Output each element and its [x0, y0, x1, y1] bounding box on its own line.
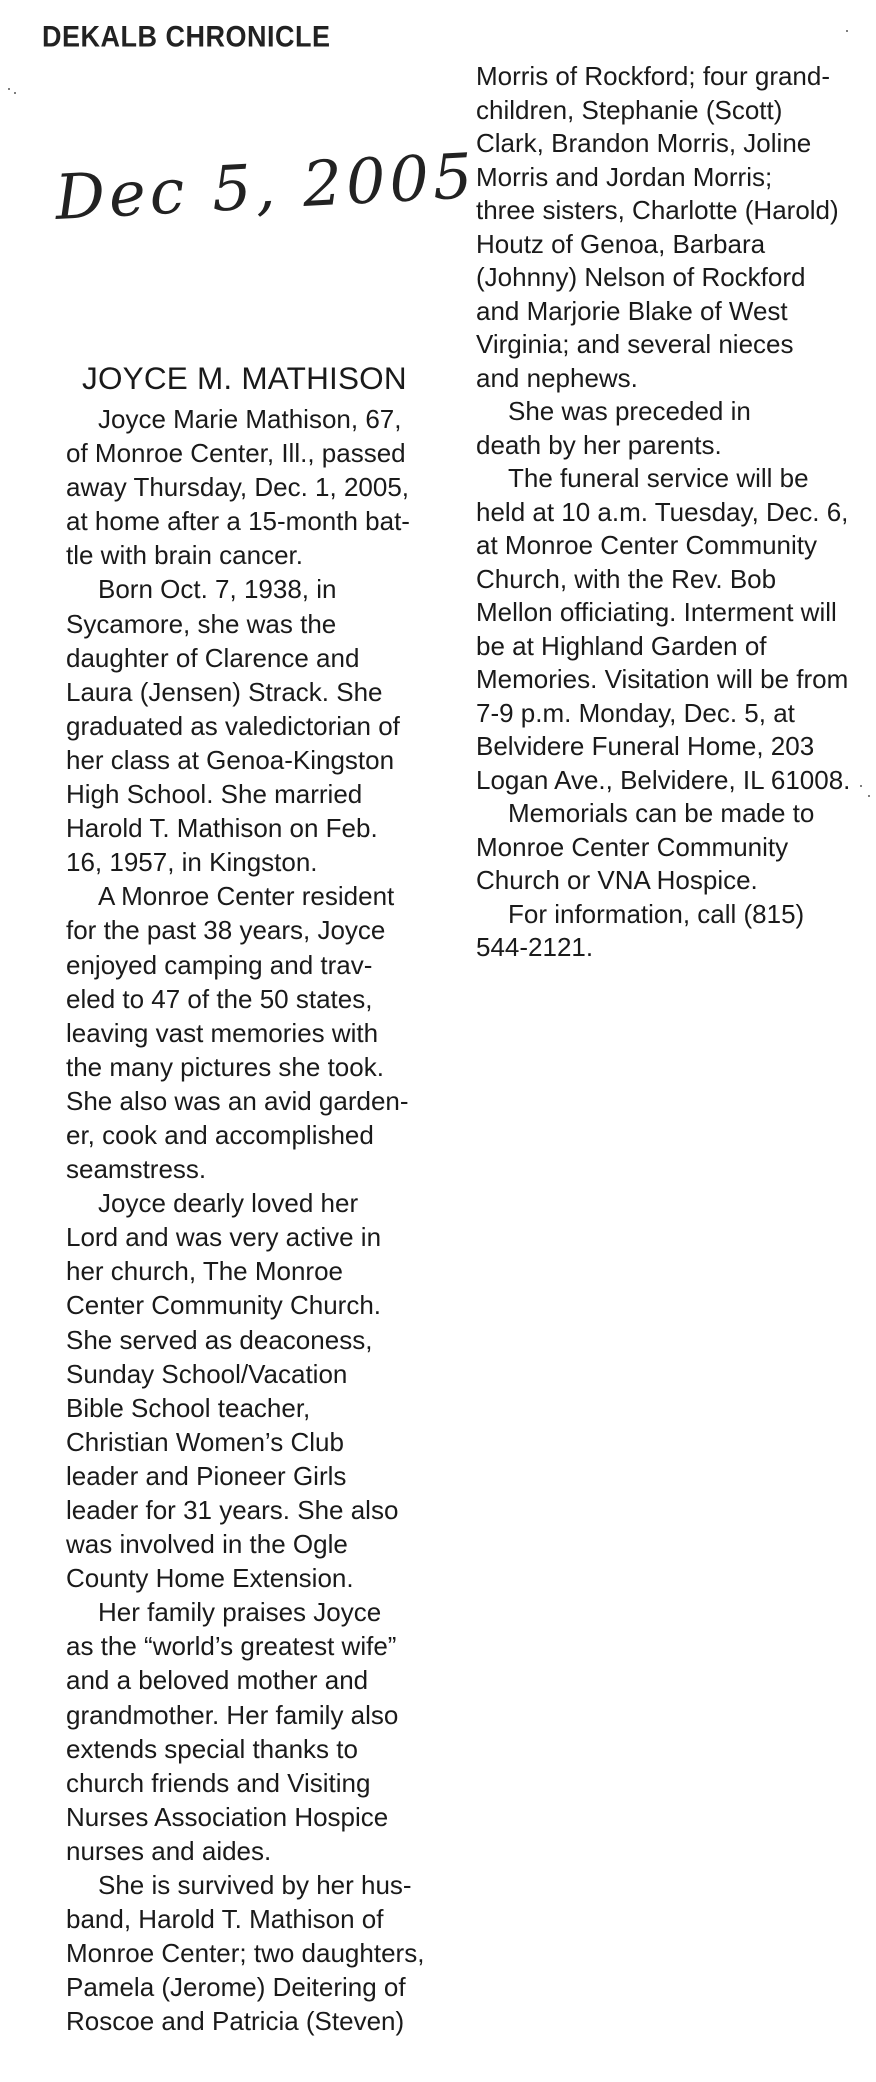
text-line: She is survived by her hus- [98, 1870, 412, 1901]
text-line: Center Community Church. [66, 1290, 381, 1321]
text-line: held at 10 a.m. Tuesday, Dec. 6, [476, 496, 849, 527]
text-line: seamstress. [66, 1154, 207, 1185]
text-line: Belvidere Funeral Home, 203 [476, 731, 815, 761]
text-line: eled to 47 of the 50 states, [66, 983, 373, 1014]
text-line: daughter of Clarence and [66, 642, 360, 673]
text-line: She also was an avid garden- [66, 1085, 409, 1116]
scan-speck [868, 795, 870, 797]
obituary-column-right [476, 60, 866, 965]
obituary-column-left [66, 402, 446, 2039]
text-line: be at Highland Garden of [476, 630, 767, 661]
text-line: the many pictures she took. [66, 1051, 384, 1082]
text-line: tle with brain cancer. [66, 540, 304, 571]
text-line: enjoyed camping and trav- [66, 949, 373, 980]
text-line: Laura (Jensen) Strack. She [66, 676, 383, 707]
text-line: and a beloved mother and [66, 1665, 369, 1696]
text-line: leader and Pioneer Girls [66, 1460, 347, 1491]
text-line: 544-2121. [476, 932, 594, 962]
text-line: extends special thanks to [66, 1733, 358, 1764]
text-line: church friends and Visiting [66, 1767, 371, 1798]
text-line: Born Oct. 7, 1938, in [98, 574, 337, 605]
text-line: For information, call (815) [508, 898, 805, 929]
obituary-headline: JOYCE M. MATHISON [82, 360, 407, 396]
text-line: and Marjorie Blake of West [476, 295, 788, 326]
text-line: Virginia; and several nieces [476, 329, 794, 359]
text-line: Memories. Visitation will be from [476, 664, 849, 694]
text-line: children, Stephanie (Scott) [476, 94, 783, 125]
text-line: and nephews. [476, 362, 638, 393]
text-line: graduated as valedictorian of [66, 710, 400, 741]
text-line: er, cook and accomplished [66, 1119, 374, 1150]
text-line: Church or VNA Hospice. [476, 865, 758, 895]
text-line: Memorials can be made to [508, 798, 815, 828]
text-line: Morris of Rockford; four grand- [476, 61, 831, 91]
text-line: Christian Women’s Club [66, 1426, 344, 1457]
text-line: three sisters, Charlotte (Harold) [476, 195, 839, 225]
text-line: Roscoe and Patricia (Steven) [66, 2006, 405, 2037]
text-line: Houtz of Genoa, Barbara [476, 228, 766, 259]
scan-speck [8, 88, 10, 90]
text-line: for the past 38 years, Joyce [66, 915, 386, 946]
text-line: 7-9 p.m. Monday, Dec. 5, at [476, 697, 795, 728]
text-line: death by her parents. [476, 429, 722, 460]
text-line: Clark, Brandon Morris, Joline [476, 128, 812, 158]
text-line: Monroe Center; two daughters, [66, 1938, 425, 1969]
text-line: High School. She married [66, 779, 363, 810]
scan-speck [14, 92, 16, 94]
text-line: Pamela (Jerome) Deitering of [66, 1972, 406, 2003]
text-line: Nurses Association Hospice [66, 1801, 389, 1832]
text-line: Harold T. Mathison on Feb. [66, 813, 378, 844]
text-line: at Monroe Center Community [476, 530, 818, 560]
text-line: her church, The Monroe [66, 1256, 343, 1287]
text-line: Church, with the Rev. Bob [476, 563, 777, 594]
text-line: A Monroe Center resident [98, 881, 395, 912]
text-line: (Johnny) Nelson of Rockford [476, 262, 806, 292]
text-line: 16, 1957, in Kingston. [66, 847, 318, 878]
text-line: her class at Genoa-Kingston [66, 744, 395, 775]
text-line: Mellon officiating. Interment will [476, 597, 837, 627]
text-line: as the “world’s greatest wife” [66, 1631, 397, 1662]
text-line: County Home Extension. [66, 1563, 354, 1594]
text-line: was involved in the Ogle [66, 1529, 348, 1560]
text-line: She was preceded in [508, 396, 751, 426]
text-line: The funeral service will be [508, 463, 809, 493]
text-line: grandmother. Her family also [66, 1699, 399, 1730]
text-line: Joyce Marie Mathison, 67, [98, 404, 402, 434]
text-line: Bible School teacher, [66, 1392, 311, 1423]
text-line: Lord and was very active in [66, 1222, 382, 1253]
text-line: band, Harold T. Mathison of [66, 1904, 384, 1935]
scan-speck [846, 30, 848, 32]
text-line: leader for 31 years. She also [66, 1495, 399, 1525]
text-line: She served as deaconess, [66, 1324, 373, 1355]
text-line: Joyce dearly loved her [98, 1188, 359, 1219]
handwritten-date: Dec 5, 2005 [53, 139, 479, 234]
text-line: Logan Ave., Belvidere, IL 61008. [476, 764, 851, 795]
text-line: at home after a 15-month bat- [66, 506, 410, 537]
text-line: Morris and Jordan Morris; [476, 161, 773, 192]
text-line: nurses and aides. [66, 1835, 272, 1866]
newspaper-masthead: DEKALB CHRONICLE [42, 20, 331, 54]
text-line: away Thursday, Dec. 1, 2005, [66, 472, 410, 503]
text-line: Sycamore, she was the [66, 608, 337, 639]
text-line: of Monroe Center, Ill., passed [66, 438, 406, 469]
text-line: leaving vast memories with [66, 1017, 379, 1048]
text-line: Monroe Center Community [476, 831, 789, 862]
text-line: Sunday School/Vacation [66, 1358, 348, 1389]
text-line: Her family praises Joyce [98, 1597, 382, 1628]
